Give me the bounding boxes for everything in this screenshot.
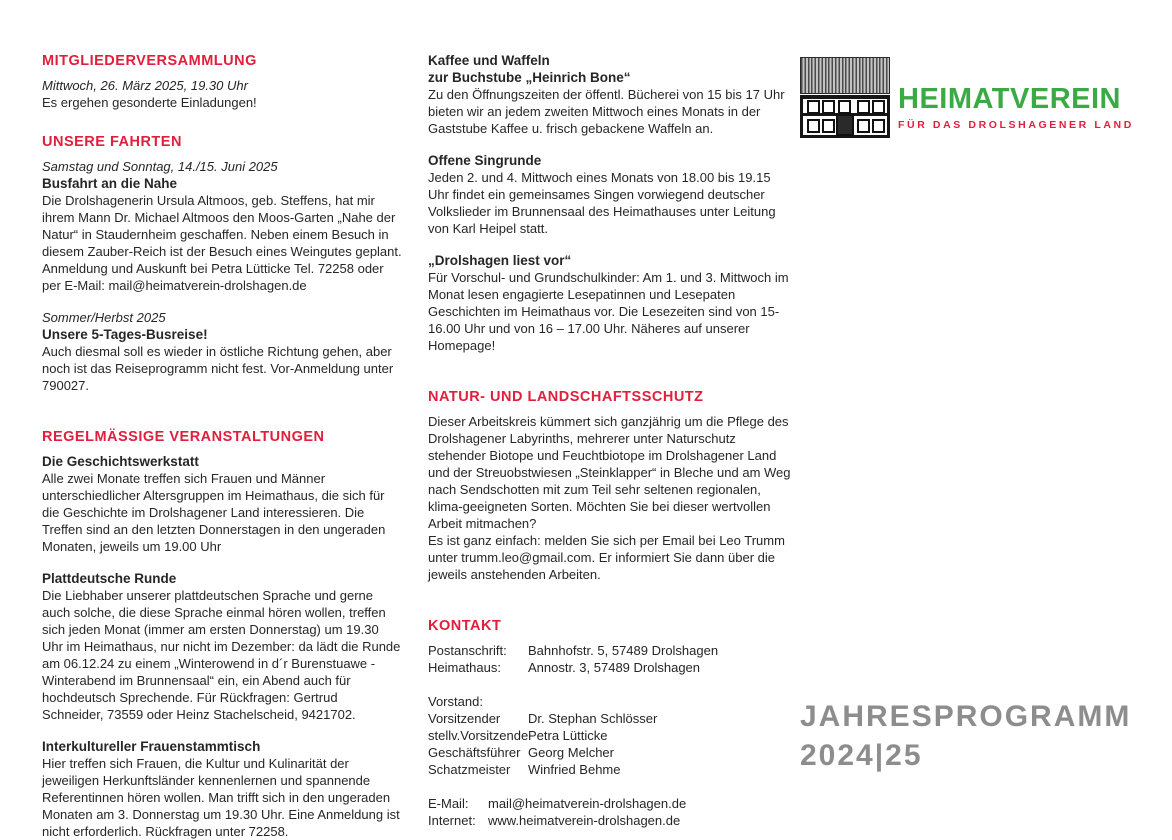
paragraph: Es ist ganz einfach: melden Sie sich per Email bei Leo Trumm unter trumm.leo@gmail.com. Er informiert Sie dann über die jeweils anstehenden Arbeiten. [428,533,785,582]
contact-value: Dr. Stephan Schlösser [528,711,658,726]
event-title: „Drolshagen liest vor“ [428,253,572,268]
contact-row-internet [428,812,792,829]
contact-value: Winfried Behme [528,762,621,777]
section-heading: REGELMÄSSIGE VERANSTALTUNGEN [42,429,325,445]
event-title: Kaffee und Waffeln [428,53,550,68]
event-kaffee-waffeln [428,52,792,137]
event-drolshagen-liest-vor [428,252,792,354]
event-title: Unsere 5-Tages-Busreise! [42,327,208,342]
paragraph: Zu den Öffnungszeiten der öffentl. Bücherei von 15 bis 17 Uhr bieten wir an jedem zweiten Mittwoch eines Monats in der Gaststube Kaffee u. frisch gebackene Waffeln an. [428,87,785,136]
contact-value: Annostr. 3, 57489 Drolshagen [528,660,701,675]
paragraph: Hier treffen sich Frauen, die Kultur und Kulinarität der jeweiligen Herkunftsländer kennenlernen und spannende Referentinnen hören wollen. Man trifft sich in den ungeraden Monaten am 3. Donnerstag um 19.30 Uhr. Eine Anmeldung ist nicht erforderlich. Rückfragen unter 72258. [42,756,400,839]
logo-subtitle: FÜR DAS DROLSHAGENER LAND [898,119,1134,131]
window-icon [807,119,820,133]
window-icon [872,119,885,133]
section-regelmaessige-veranstaltungen [42,428,402,840]
logo-name: HEIMATVEREIN [898,83,1121,115]
contact-label: Geschäftsführer [428,745,521,760]
section-kontakt [428,617,792,829]
program-title-line1: JAHRESPROGRAMM [800,700,1132,733]
section-mitgliederversammlung [42,52,402,111]
website-url: www.heimatverein-drolshagen.de [488,813,681,828]
paragraph: Die Liebhaber unserer plattdeutschen Sprache und gerne auch solche, die diese Sprache einmal hören wollen, treffen sich jeden Monat (immer am ersten Donnerstag) um 19.30 Uhr im Heimathaus, nur nicht im Dezember: da lädt die Runde am 06.12.24 zu einem „Winterowend in d´r Burenstuawe - Winterabend im Brunnensaal“ ein, ein Abend auch für hochdeutsch Sprechende. Für Rückfragen: Gertrud Schneider, 73559 oder Heinz Stachelscheid, 9421702. [42,588,401,722]
contact-row-heimathaus [428,659,792,676]
program-title-line2: 2024|25 [800,739,923,772]
event-title: Busfahrt an die Nahe [42,176,178,191]
window-icon [822,119,835,133]
event-title: Interkultureller Frauenstammtisch [42,739,261,754]
contact-value: Georg Melcher [528,745,614,760]
event-date: Sommer/Herbst 2025 [42,310,166,325]
door-icon [836,114,854,136]
contact-label: Heimathaus: [428,660,501,675]
contact-row-postanschrift [428,642,792,659]
paragraph: Die Drolshagenerin Ursula Altmoos, geb. Steffens, hat mir ihrem Mann Dr. Michael Altmoos den Moos-Garten „Nahe der Natur“ in Staudernheim geschaffen. Neben einem Besuch in diesem Zauber-Reich ist der Besuch eines Weingutes geplant. Anmeldung und Auskunft bei Petra Lütticke Tel. 72258 oder per E-Mail: mail@heimatverein-drolshagen.de [42,193,402,293]
contact-label: Internet: [428,813,476,828]
logo [800,57,1134,136]
logo-text [898,85,1134,136]
program-title [800,697,1131,775]
left-column [42,52,402,840]
vorstand-label: Vorstand: [428,694,483,709]
window-icon [872,100,885,114]
section-unsere-fahrten [42,133,402,394]
window-icon [857,119,870,133]
paragraph: Dieser Arbeitskreis kümmert sich ganzjährig um die Pflege des Drolshagener Labyrinths, mehrerer unter Naturschutz stehender Biotope und Feuchtbiotope im Drolshagener Land und der Streuobstwiesen „Steinklapper“ in Bleche und am Weg nach Sendschotten mit zum Teil sehr seltenen regionalen, klima-geeigneten Sorten. Möchten Sie bei dieser wertvollen Arbeit mitmachen? [428,414,791,531]
window-icon [857,100,870,114]
event-title-line2: zur Buchstube „Heinrich Bone“ [428,70,631,85]
contact-label: Postanschrift: [428,643,507,658]
contact-row-email [428,795,792,812]
paragraph: Für Vorschul- und Grundschulkinder: Am 1. und 3. Mittwoch im Monat lesen engagierte Lesepatinnen und Lesepaten Geschichten im Heimathaus vor. Die Lesezeiten sind von 15-16.00 Uhr und von 16 – 17.00 Uhr. Näheres auf unserer Homepage! [428,270,789,353]
event-offene-singrunde [428,152,792,237]
section-heading: MITGLIEDERVERSAMMLUNG [42,53,257,69]
event-date: Mittwoch, 26. März 2025, 19.30 Uhr [42,78,248,93]
contact-value: Bahnhofstr. 5, 57489 Drolshagen [528,643,719,658]
event-busreise [42,309,402,394]
section-heading: NATUR- UND LANDSCHAFTSSCHUTZ [428,389,704,405]
paragraph: Alle zwei Monate treffen sich Frauen und Männer unterschiedlicher Altersgruppen im Heimathaus, die sich für die Geschichte im Drolshagener Land interessieren. Die Treffen sind an den letzten Donnerstagen in den ungeraden Monaten, jeweils um 19.00 Uhr [42,471,386,554]
paragraph: Jeden 2. und 4. Mittwoch eines Monats von 18.00 bis 19.15 Uhr findet ein gemeinsames Singen vorwiegend deutscher Volkslieder im Brunnensaal des Heimathauses unter Leitung von Karl Heipel statt. [428,170,776,236]
event-title: Die Geschichtswerkstatt [42,454,199,469]
half-timbered-house-icon [800,57,890,136]
event-geschichtswerkstatt [42,453,402,555]
section-heading: KONTAKT [428,618,502,634]
contact-label: stellv.Vorsitzende [428,728,529,743]
section-heading: UNSERE FAHRTEN [42,134,182,150]
house-roof [800,57,890,94]
event-title: Offene Singrunde [428,153,542,168]
window-icon [822,100,835,114]
vorstand-row-geschaeftsfuehrer [428,744,792,761]
email-address: mail@heimatverein-drolshagen.de [488,796,687,811]
contact-label: Schatzmeister [428,762,511,777]
window-icon [838,100,851,114]
paragraph: Es ergehen gesonderte Einladungen! [42,95,257,110]
contact-label: Vorsitzender [428,711,501,726]
event-plattdeutsche-runde [42,570,402,723]
house-facade [800,95,890,138]
paragraph: Auch diesmal soll es wieder in östliche Richtung gehen, aber noch ist das Reiseprogramm nicht fest. Vor-Anmeldung unter 790027. [42,344,394,393]
vorstand-row-stellv-vorsitzende [428,727,792,744]
event-busfahrt [42,158,402,294]
vorstand-row-schatzmeister [428,761,792,778]
contact-label: E-Mail: [428,796,469,811]
event-title: Plattdeutsche Runde [42,571,177,586]
spacer [428,778,792,795]
contact-value: Petra Lütticke [528,728,608,743]
window-icon [807,100,820,114]
middle-column [428,52,792,829]
event-frauenstammtisch [42,738,402,840]
section-natur-landschaftsschutz [428,388,792,583]
event-date: Samstag und Sonntag, 14./15. Juni 2025 [42,159,278,174]
vorstand-row-vorsitzender [428,710,792,727]
spacer [428,676,792,693]
